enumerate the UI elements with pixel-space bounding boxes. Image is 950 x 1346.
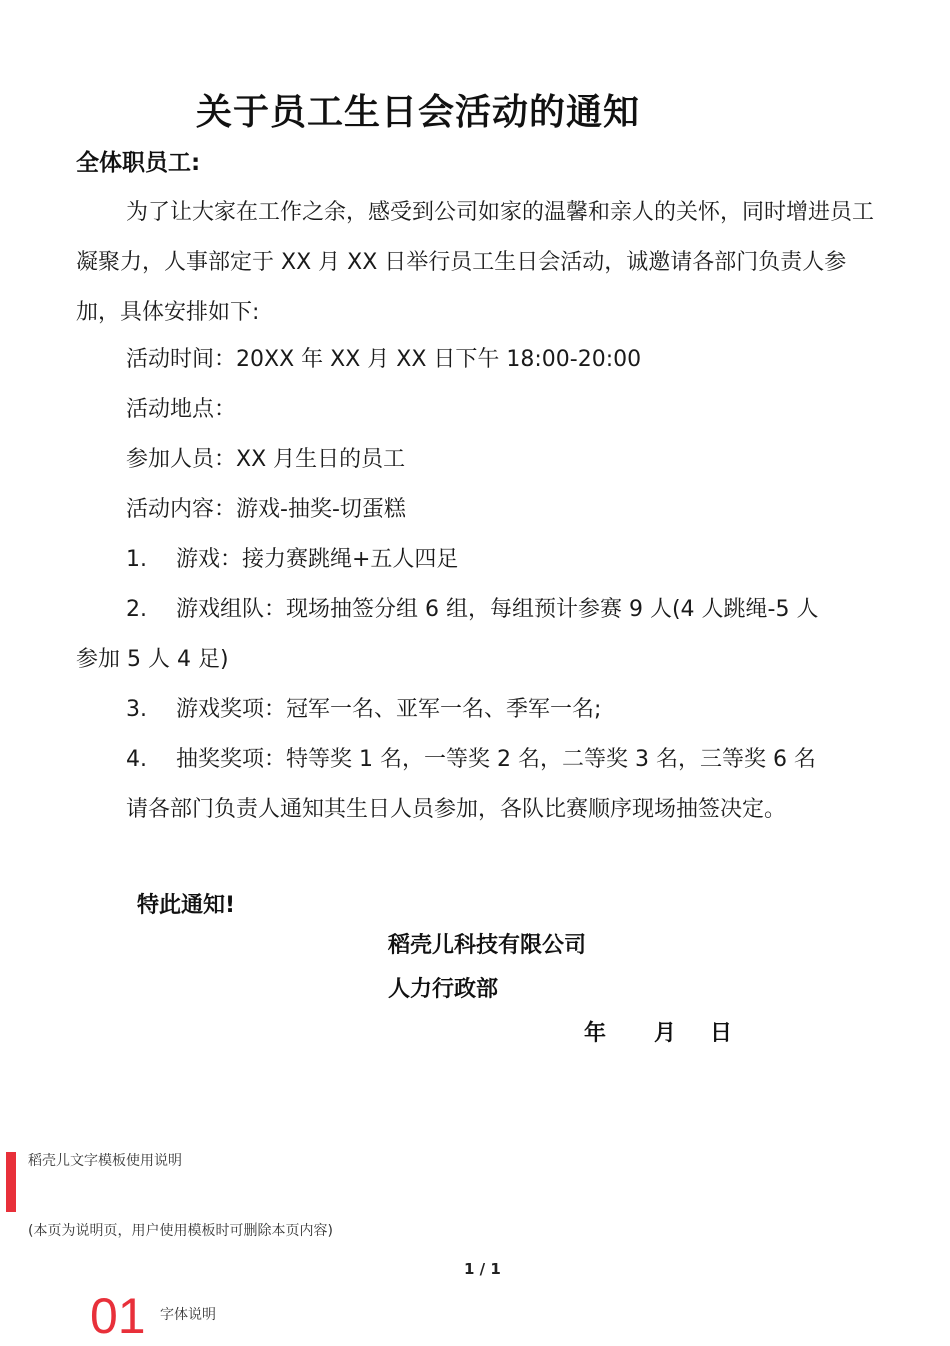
- date-month: 月: [654, 1021, 677, 1046]
- document-title: 关于员工生日会活动的通知: [196, 92, 641, 133]
- list-item-continuation: 参加 5 人 4 足): [76, 647, 229, 672]
- activity-time: 活动时间：20XX 年 XX 月 XX 日下午 18:00-20:00: [126, 347, 642, 372]
- activity-place: 活动地点：: [126, 397, 237, 422]
- list-item: [126, 542, 458, 573]
- list-item-number: 2.: [126, 597, 147, 622]
- page-number: 1 / 1: [464, 1260, 501, 1278]
- intro-paragraph: 为了让大家在工作之余，感受到公司如家的温馨和亲人的关怀，同时增进员工凝聚力，人事部定于 XX 月 XX 日举行员工生日会活动，诚邀请各部门负责人参加，具体安排如下:: [76, 200, 875, 325]
- closing-remark: 特此通知!: [137, 893, 236, 918]
- list-item-text: 抽奖奖项：特等奖 1 名，一等奖 2 名，二等奖 3 名，三等奖 6 名: [176, 747, 816, 772]
- activity-participants: 参加人员：XX 月生日的员工: [126, 447, 406, 472]
- date-year: 年: [584, 1021, 607, 1046]
- list-item-text: 游戏奖项：冠军一名、亚军一名、季军一名;: [176, 697, 602, 722]
- list-item-number: 3.: [126, 697, 147, 722]
- date-day: 日: [710, 1021, 733, 1046]
- notice-line: 请各部门负责人通知其生日人员参加，各队比赛顺序现场抽签决定。: [126, 797, 787, 822]
- salutation: 全体职员工:: [76, 150, 201, 176]
- department-name: 人力行政部: [388, 977, 499, 1002]
- list-item: [126, 742, 816, 773]
- list-item: [126, 592, 818, 623]
- guide-note: (本页为说明页，用户使用模板时可删除本页内容): [28, 1223, 333, 1239]
- activity-content: 活动内容：游戏-抽奖-切蛋糕: [126, 497, 406, 522]
- list-item-number: 1.: [126, 547, 147, 572]
- section-label: 字体说明: [160, 1307, 216, 1323]
- list-item: [126, 692, 601, 723]
- company-name: 稻壳儿科技有限公司: [388, 933, 587, 958]
- list-item-number: 4.: [126, 747, 147, 772]
- signature-date: [584, 1016, 732, 1047]
- list-item-text: 游戏：接力赛跳绳+五人四足: [176, 547, 459, 572]
- guide-title: 稻壳儿文字模板使用说明: [28, 1153, 182, 1169]
- accent-bar: [6, 1152, 16, 1212]
- section-number: 01: [90, 1288, 146, 1344]
- list-item-text: 游戏组队：现场抽签分组 6 组，每组预计参赛 9 人(4 人跳绳-5 人: [176, 597, 819, 622]
